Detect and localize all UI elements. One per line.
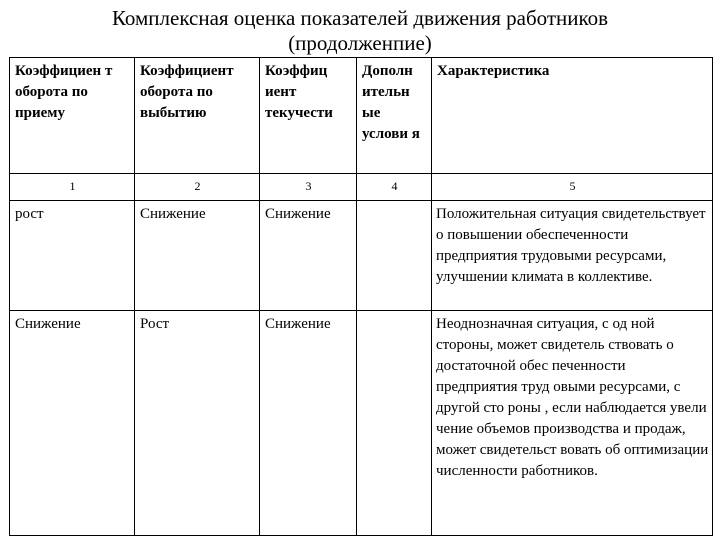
header-cell-additional-conditions: Дополн ительн ые услови я <box>357 58 432 174</box>
table-cell: Снижение <box>10 311 135 536</box>
column-number: 5 <box>432 174 713 201</box>
table-cell: рост <box>10 201 135 311</box>
title-line-1: Комплексная оценка показателей движения работников <box>111 6 609 30</box>
table-cell <box>357 311 432 536</box>
characteristic-cell: Положительная ситуация свидетельствует о повышении обеспеченности предприятия трудовыми ресурсами, улучшении климата в коллективе. <box>432 201 713 311</box>
header-cell-characteristic: Характеристика <box>432 58 713 174</box>
column-number: 2 <box>135 174 260 201</box>
characteristic-cell: Неоднозначная ситуация, с од ной стороны, может свидетель ствовать о достаточной обес печенности предприятия труд овыми ресурсами, с другой сто роны , если наблюдается увели чение объемов производства и продаж, может свидетельст вовать об оптимизации численности работников. <box>432 311 713 536</box>
page-title <box>0 6 720 56</box>
header-cell-hiring-turnover: Коэффициен т оборота по приему <box>10 58 135 174</box>
column-number: 3 <box>260 174 357 201</box>
title-line-2: (продолженпие) <box>288 31 432 55</box>
table-cell: Снижение <box>135 201 260 311</box>
table-cell <box>357 201 432 311</box>
table-cell: Снижение <box>260 201 357 311</box>
header-cell-fluidity: Коэффиц иент текучести <box>260 58 357 174</box>
indicators-table <box>9 57 713 536</box>
table-cell: Рост <box>135 311 260 536</box>
table-row <box>10 311 713 536</box>
column-number: 4 <box>357 174 432 201</box>
table-header-row <box>10 58 713 174</box>
column-number-row <box>10 174 713 201</box>
table-cell: Снижение <box>260 311 357 536</box>
table-row <box>10 201 713 311</box>
header-cell-leaving-turnover: Коэффициент оборота по выбытию <box>135 58 260 174</box>
column-number: 1 <box>10 174 135 201</box>
